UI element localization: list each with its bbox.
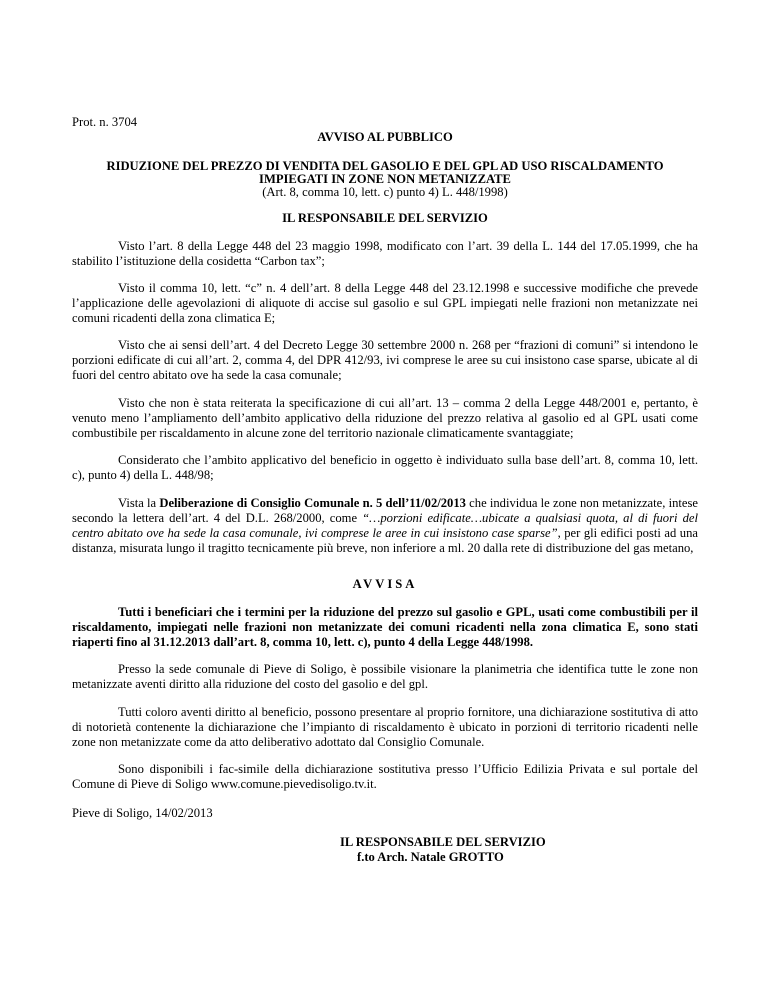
paragraph-termini-riaperti: Tutti i beneficiari che i termini per la riduzione del prezzo sul gasolio e GPL, usati come combustibili per il riscaldamento, impiegati nelle frazioni non metanizzate dei comuni ricadenti nella zona climatica E, sono stati riaperti fino al 31.12.2013 dall’art. 8, comma 10, lett. c), punto 4 della Legge 448/1998. (72, 605, 698, 649)
notice-title: AVVISO AL PUBBLICO (317, 130, 453, 144)
paragraph-frazioni: Visto che ai sensi dell’art. 4 del Decreto Legge 30 settembre 2000 n. 268 per “frazioni di comuni” si intendono le porzioni edificate di cui all’art. 2, comma 4, del DPR 412/93, ivi comprese le aree su cui insistono case sparse, ubicate al di fuori del centro abitato ove ha sede la casa comunale; (72, 338, 698, 382)
deliberazione-conclusion: , per gli edifici posti ad una distanza, misurata lungo il tragitto tecnicamente più breve, non inferiore a ml. 20 dalla rete di distribuzione del gas metano, (72, 526, 698, 555)
paragraph-planimetria: Presso la sede comunale di Pieve di Soligo, è possibile visionare la planimetria che identifica tutte le zone non metanizzate aventi diritto alla riduzione del costo del gasolio e del gpl. (72, 662, 698, 691)
place-and-date: Pieve di Soligo, 14/02/2013 (72, 806, 213, 820)
deliberazione-intro: Vista la (118, 496, 160, 510)
signature-title: IL RESPONSABILE DEL SERVIZIO (340, 835, 546, 849)
issuer-heading: IL RESPONSABILE DEL SERVIZIO (282, 211, 488, 225)
avvisa-heading: AVVISA (352, 577, 418, 591)
subject-law-reference: (Art. 8, comma 10, lett. c) punto 4) L. 448/1998) (262, 185, 508, 199)
deliberazione-text: che individua le zone non metanizzate, intese secondo la lettera dell’art. 4 del D.L. 268/2000, come (72, 496, 698, 525)
protocol-number: Prot. n. 3704 (72, 115, 138, 129)
signature-name: f.to Arch. Natale GROTTO (357, 850, 504, 864)
deliberazione-quote: “…porzioni edificate…ubicate a qualsiasi quota, al di fuori del centro abitato ove ha sede la casa comunale, ivi comprese le aree in cui insistono case sparse” (72, 511, 698, 540)
subject-heading-line-1: RIDUZIONE DEL PREZZO DI VENDITA DEL GASOLIO E DEL GPL AD USO RISCALDAMENTO (106, 159, 664, 173)
paragraph-ambito: Considerato che l’ambito applicativo del beneficio in oggetto è individuato sulla base dell’art. 8, comma 10, lett. c), punto 4) della L. 448/98; (72, 453, 698, 482)
paragraph-carbon-tax: Visto l’art. 8 della Legge 448 del 23 maggio 1998, modificato con l’art. 39 della L. 144 del 17.05.1999, che ha stabilito l’istituzione della cosidetta “Carbon tax”; (72, 239, 698, 268)
paragraph-dichiarazione: Tutti coloro aventi diritto al beneficio, possono presentare al proprio fornitore, una dichiarazione sostitutiva di atto di notorietà contenente la dichiarazione che l’impianto di riscaldamento è ubicato in porzioni di territorio ricadenti nelle zone non metanizzate come da atto deliberativo adottato dal Consiglio Comunale. (72, 705, 698, 749)
paragraph-fac-simile: Sono disponibili i fac-simile della dichiarazione sostitutiva presso l’Ufficio Edilizia Privata e sul portale del Comune di Pieve di Soligo www.comune.pievedisoligo.tv.it. (72, 762, 698, 791)
paragraph-specificazione: Visto che non è stata reiterata la specificazione di cui all’art. 13 – comma 2 della Legge 448/2001 e, pertanto, è venuto meno l’ampliamento dell’ambito applicativo della riduzione del prezzo relativa al gasolio ed al GPL usati come combustibile per riscaldamento in alcune zone del territorio nazionale climaticamente svantaggiate; (72, 396, 698, 440)
deliberazione-reference: Deliberazione di Consiglio Comunale n. 5 dell’11/02/2013 (159, 496, 466, 510)
paragraph-comma-10: Visto il comma 10, lett. “c” n. 4 dell’art. 8 della Legge 448 del 23.12.1998 e successive modifiche che prevede l’applicazione delle agevolazioni di aliquote di accise sul gasolio e sul GPL impiegati nelle frazioni non metanizzate nei comuni ricadenti della zona climatica E; (72, 281, 698, 325)
subject-heading-line-2: IMPIEGATI IN ZONE NON METANIZZATE (259, 172, 511, 186)
paragraph-deliberazione (72, 496, 698, 556)
